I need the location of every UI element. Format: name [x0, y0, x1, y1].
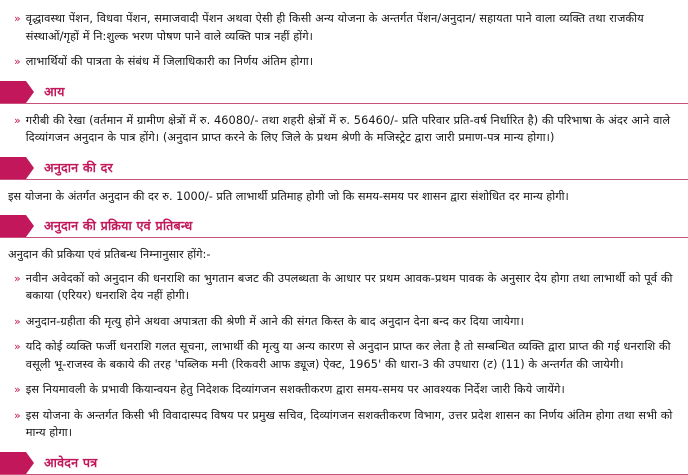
heading-grant-process-and-restrictions — [0, 215, 688, 238]
heading-income — [0, 81, 688, 104]
heading-grant-rate — [0, 157, 688, 180]
bullet-marker-icon: » — [14, 12, 21, 25]
bullet-implementation-directions — [0, 381, 688, 399]
para-grant-rate-detail: इस योजना के अंतर्गत अनुदान की दर रु. 1000/- प्रति लाभार्थी प्रतिमाह होगी जो कि समय-समय पर शासन द्वारा संशोधित दर मान्य होगी। — [8, 189, 569, 203]
heading-application-form — [0, 452, 688, 475]
bullet-pension-eligibility — [0, 10, 688, 45]
bullet-marker-icon: » — [14, 271, 21, 285]
bullet-district-magistrate-decision-text: लाभार्थियों की पात्रता के संबंध में जिलाधिकारी का निर्णय अंतिम होगा। — [25, 55, 314, 68]
bullet-dispute-final-decision — [0, 407, 688, 442]
bullet-new-applications-budget — [0, 270, 688, 305]
heading-application-form-title: आवेदन पत्र — [44, 454, 98, 470]
bullet-false-information-recovery-text: यदि कोई व्यक्ति फर्जी धनराशि गलत सूचना, लाभार्थी की मृत्यु या अन्य कारण से अनुदान प्राप्त कर लेता है तो सम्बन्धित व्यक्ति द्वारा प्राप्त की गई धनराशि की वसूली भू-राजस्व के बकाये की तरह 'पब्लिक मनी (रिकवरी आफ ड्यूज) ऐक्ट, 1965' की धारा-3 की उपधारा (ट) (11) के अन्तर्गत की जायेगी। — [25, 340, 671, 371]
bullet-dispute-final-decision-text: इस योजना के अन्तर्गत किसी भी विवादास्पद विषय पर प्रमुख सचिव, दिव्यांगजन सशक्तीकरण विभाग, उत्तर प्रदेश शासन का निर्णय अंतिम होगा तथा सभी को मान्य होगा। — [25, 408, 673, 439]
bullet-marker-icon: » — [14, 383, 21, 396]
bullet-district-magistrate-decision — [0, 53, 688, 71]
bullet-marker-icon: » — [14, 314, 21, 328]
heading-arrow-icon — [0, 215, 26, 237]
bullet-poverty-line-income — [0, 112, 688, 147]
bullet-marker-icon: » — [14, 55, 21, 68]
heading-income-title: आय — [44, 83, 65, 99]
bullet-marker-icon: » — [14, 340, 21, 353]
bullet-pension-eligibility-text: वृद्धावस्था पेंशन, विधवा पेंशन, समाजवादी पेंशन अथवा ऐसी ही किसी अन्य योजना के अन्तर्गत पेंशन/अनुदान/ सहायता पाने वाला व्यक्ति तथा राजकीय संस्थाओं/गृहों में नि:शुल्क भरण पोषण पाने वाले व्यक्ति पात्र नहीं होंगे। — [25, 12, 644, 43]
para-process-intro: अनुदान की प्रकिया एवं प्रतिबन्ध निम्नानुसार होंगे:- — [8, 248, 211, 261]
heading-arrow-icon — [0, 452, 26, 474]
bullet-implementation-directions-text: इस नियमावली के प्रभावी कियान्वयन हेतु निदेशक दिव्यांगजन सशक्तीकरण द्वारा समय-समय पर आवश्यक निर्देश जारी किये जायेंगे। — [25, 383, 565, 396]
bullet-new-applications-budget-text: नवीन अवेदकों को अनुदान की धनराशि का भुगतान बजट की उपलब्धता के आधार पर प्रथम आवक-प्रथम पावक के अनुसार देय होगा तथा लाभार्थी को पूर्व की बकाया (एरियर) धनराशि देय नहीं होगी। — [25, 271, 673, 302]
heading-grant-rate-title: अनुदान की दर — [44, 159, 113, 175]
bullet-false-information-recovery — [0, 338, 688, 373]
bullet-death-or-ineligibility-text: अनुदान-ग्रहीता की मृत्यु होने अथवा अपात्रता की श्रेणी में आने की संगत किस्त के बाद अनुदान देना बन्द कर दिया जायेगा। — [25, 314, 524, 328]
bullet-marker-icon: » — [14, 113, 21, 127]
bullet-poverty-line-income-text: गरीबी की रेखा (वर्तमान में ग्रामीण क्षेत्रों में रु. 46080/- तथा शहरी क्षेत्रों में रु. 56460/- प्रति परिवार प्रति-वर्ष निर्धारित है) की परिभाषा के अंदर आने वाले दिव्यांगजन अनुदान के पात्र होंगे। (अनुदान प्राप्त करने के लिए जिले के प्रथम श्रेणी के मजिस्ट्रेट द्वारा जारी प्रमाण-पत्र मान्य होगा।) — [25, 113, 671, 144]
heading-arrow-icon — [0, 81, 26, 103]
heading-arrow-icon — [0, 157, 26, 179]
bullet-death-or-ineligibility — [0, 313, 688, 331]
bullet-marker-icon: » — [14, 408, 21, 422]
heading-grant-process-and-restrictions-title: अनुदान की प्रक्रिया एवं प्रतिबन्ध — [44, 218, 193, 233]
